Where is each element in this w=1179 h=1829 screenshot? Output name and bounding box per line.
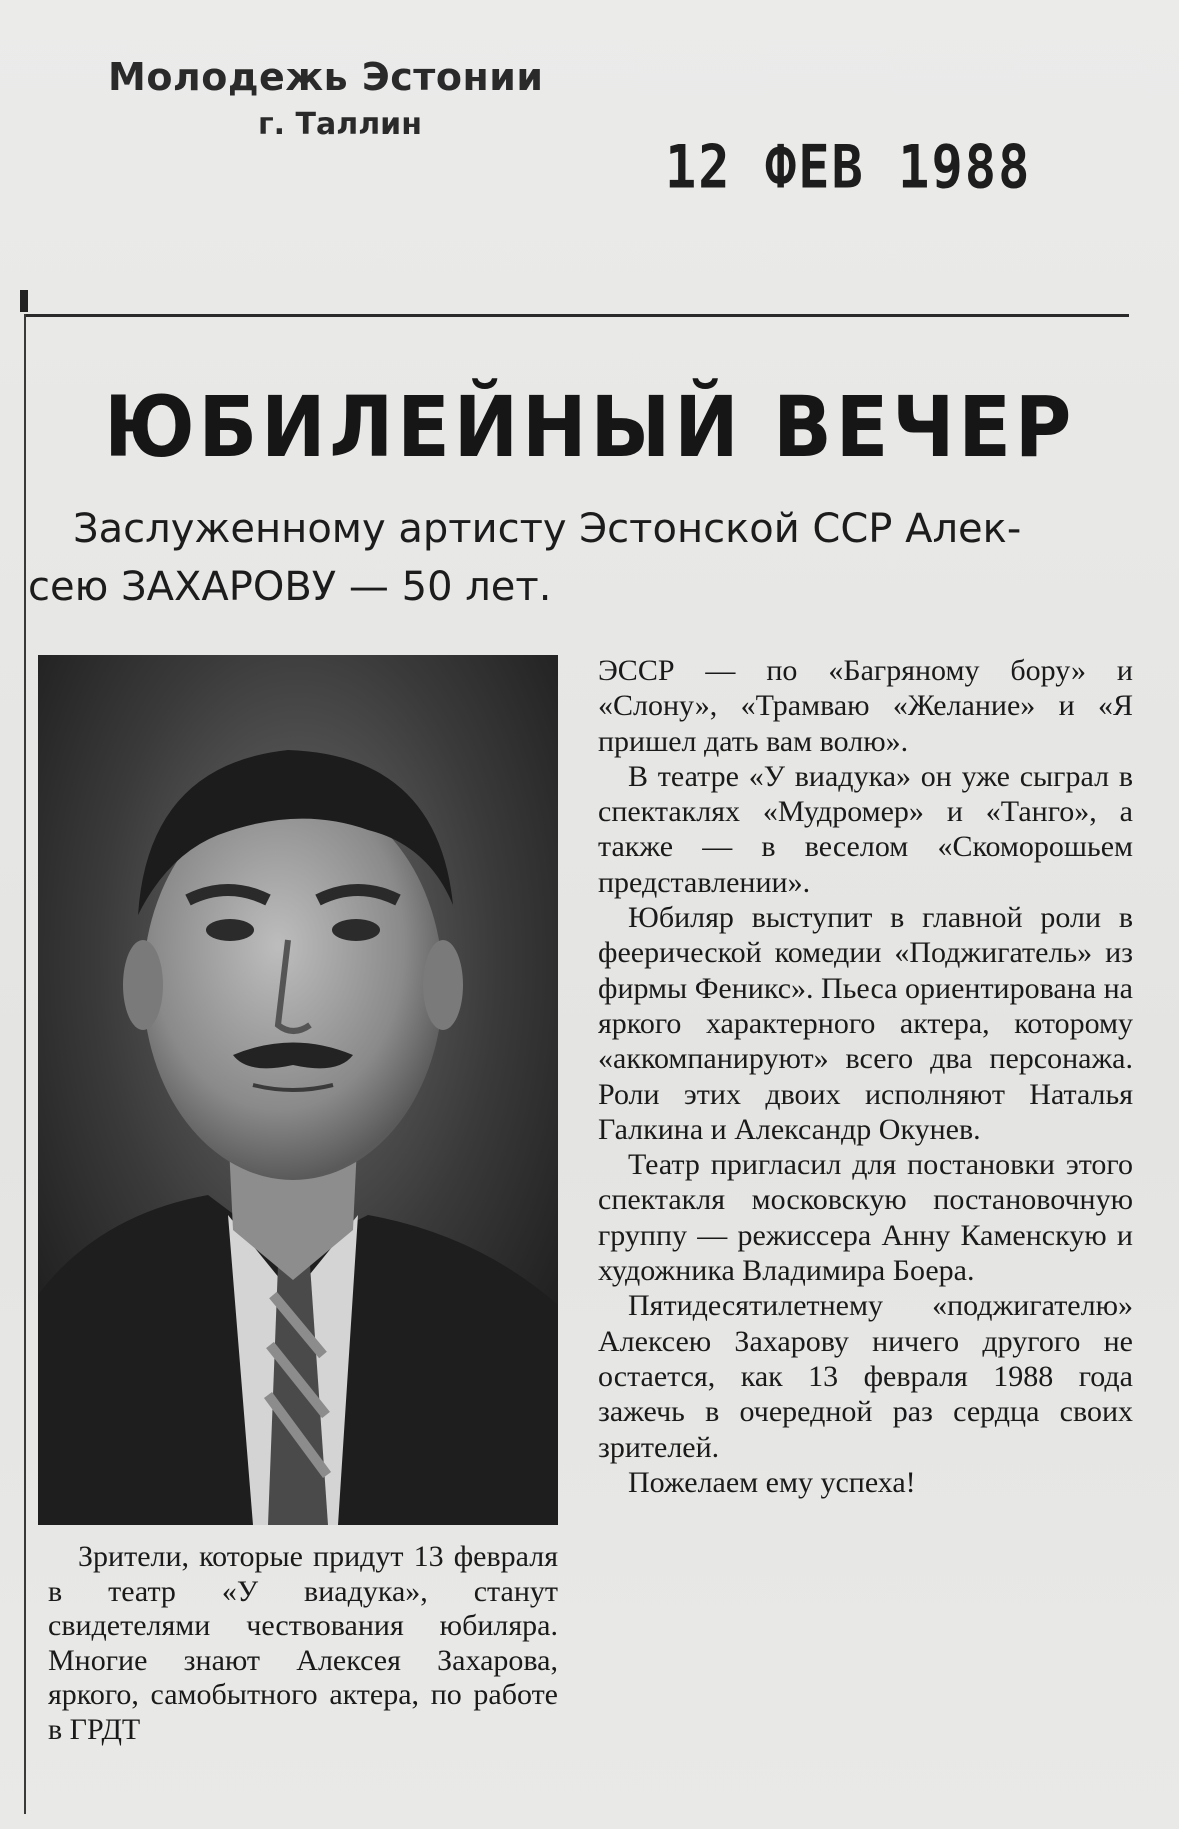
lede-line-2: сею ЗАХАРОВУ — 50 лет. bbox=[28, 564, 552, 610]
portrait-illustration bbox=[38, 655, 558, 1525]
paragraph: Театр пригласил для постановки этого спектакля московскую постановочную группу — режиссера Анну Каменскую и художника Владимира Боера. bbox=[598, 1148, 1133, 1288]
date-stamp: 12 ФЕВ 1988 bbox=[665, 133, 1032, 203]
paragraph: ЭССР — по «Багряному бору» и «Слону», «Трамваю «Желание» и «Я пришел дать вам волю». bbox=[598, 654, 1133, 758]
newspaper-stamp bbox=[108, 55, 543, 142]
article-lede bbox=[28, 500, 1128, 616]
clipping-left-edge bbox=[24, 314, 26, 1814]
lede-line-1: Заслуженному артисту Эстонской ССР Алек- bbox=[73, 506, 1022, 552]
clipping-top-edge bbox=[24, 314, 1129, 317]
portrait-photo bbox=[38, 655, 558, 1525]
article-title: ЮБИЛЕЙНЫЙ ВЕЧЕР bbox=[103, 378, 1076, 476]
newspaper-city: г. Таллин bbox=[258, 107, 422, 142]
paragraph: Юбиляр выступит в главной роли в феерической комедии «Поджигатель» из фирмы Феникс». Пьеса ориентирована на яркого характерного актера, которому «аккомпанируют» всего два персонажа. Роли этих двоих исполняют Наталья Галкина и Александр Окунев. bbox=[598, 901, 1133, 1146]
paragraph: В театре «У виадука» он уже сыграл в спектаклях «Мудромер» и «Танго», а также — в веселом «Скоморошьем представлении». bbox=[598, 759, 1133, 899]
article-right-column bbox=[598, 653, 1133, 1500]
article-left-column: Зрители, которые придут 13 февраля в театр «У виадука», станут свидетелями чествования юбиляра. Многие знают Алексея Захарова, яркого, самобытного актера, по работе в ГРДТ bbox=[48, 1540, 558, 1746]
newspaper-name: Молодежь Эстонии bbox=[108, 55, 544, 99]
paragraph: Пожелаем ему успеха! bbox=[628, 1465, 916, 1499]
paragraph: Пятидесятилетнему «поджигателю» Алексею Захарову ничего другого не остается, как 13 февраля 1988 года зажечь в очередной раз сердца своих зрителей. bbox=[598, 1289, 1133, 1464]
margin-mark bbox=[20, 290, 28, 312]
